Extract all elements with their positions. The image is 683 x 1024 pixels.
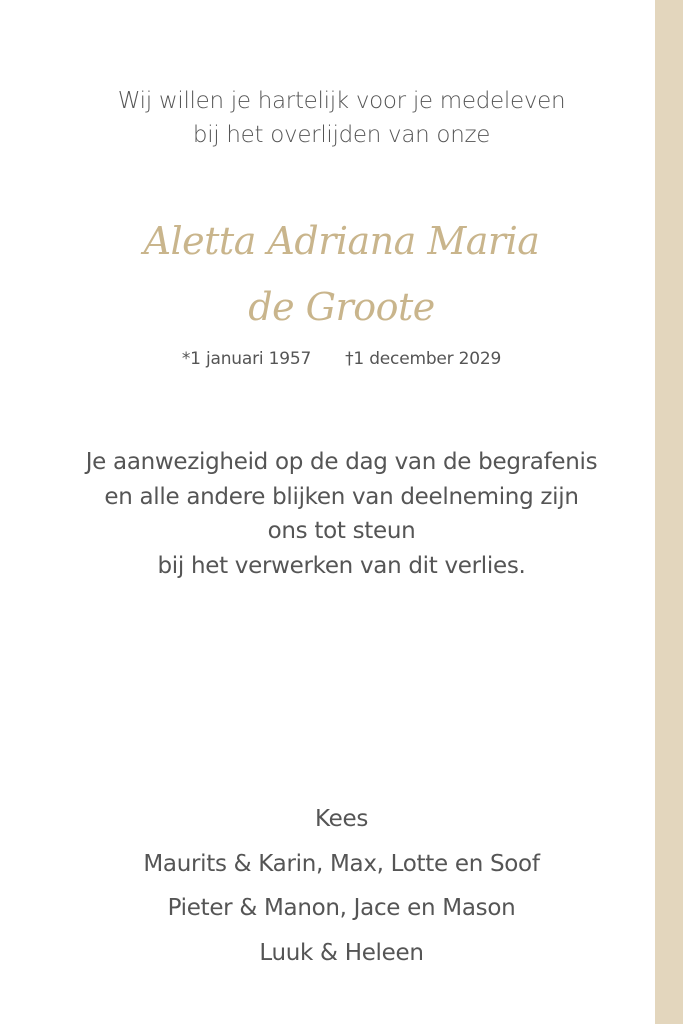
family-line-2: Maurits & Karin, Max, Lotte en Soof xyxy=(143,850,540,877)
family-line-4: Luuk & Heleen xyxy=(259,939,424,966)
death-date: †1 december 2029 xyxy=(345,349,502,369)
birth-date: *1 januari 1957 xyxy=(181,349,312,369)
message-line-3: ons tot steun xyxy=(267,518,416,544)
name-line-1: Aletta Adriana Maria xyxy=(143,219,540,263)
intro-line-2: bij het overlijden van onze xyxy=(192,122,491,148)
family-signatures xyxy=(0,797,683,975)
intro-text xyxy=(0,84,683,152)
name-line-2: de Groote xyxy=(248,285,435,329)
message-line-4: bij het verwerken van dit verlies. xyxy=(157,552,526,579)
life-dates xyxy=(0,346,683,372)
family-line-3: Pieter & Manon, Jace en Mason xyxy=(167,895,516,921)
message-line-1: Je aanwezigheid op de dag van de begrafenis xyxy=(85,449,598,475)
family-line-1: Kees xyxy=(314,806,369,832)
thank-you-message xyxy=(0,445,683,583)
intro-line-1: Wij willen je hartelijk voor je medeleven xyxy=(117,88,566,114)
deceased-name xyxy=(0,208,683,340)
message-line-2: en alle andere blijken van deelneming zijn xyxy=(104,483,579,510)
